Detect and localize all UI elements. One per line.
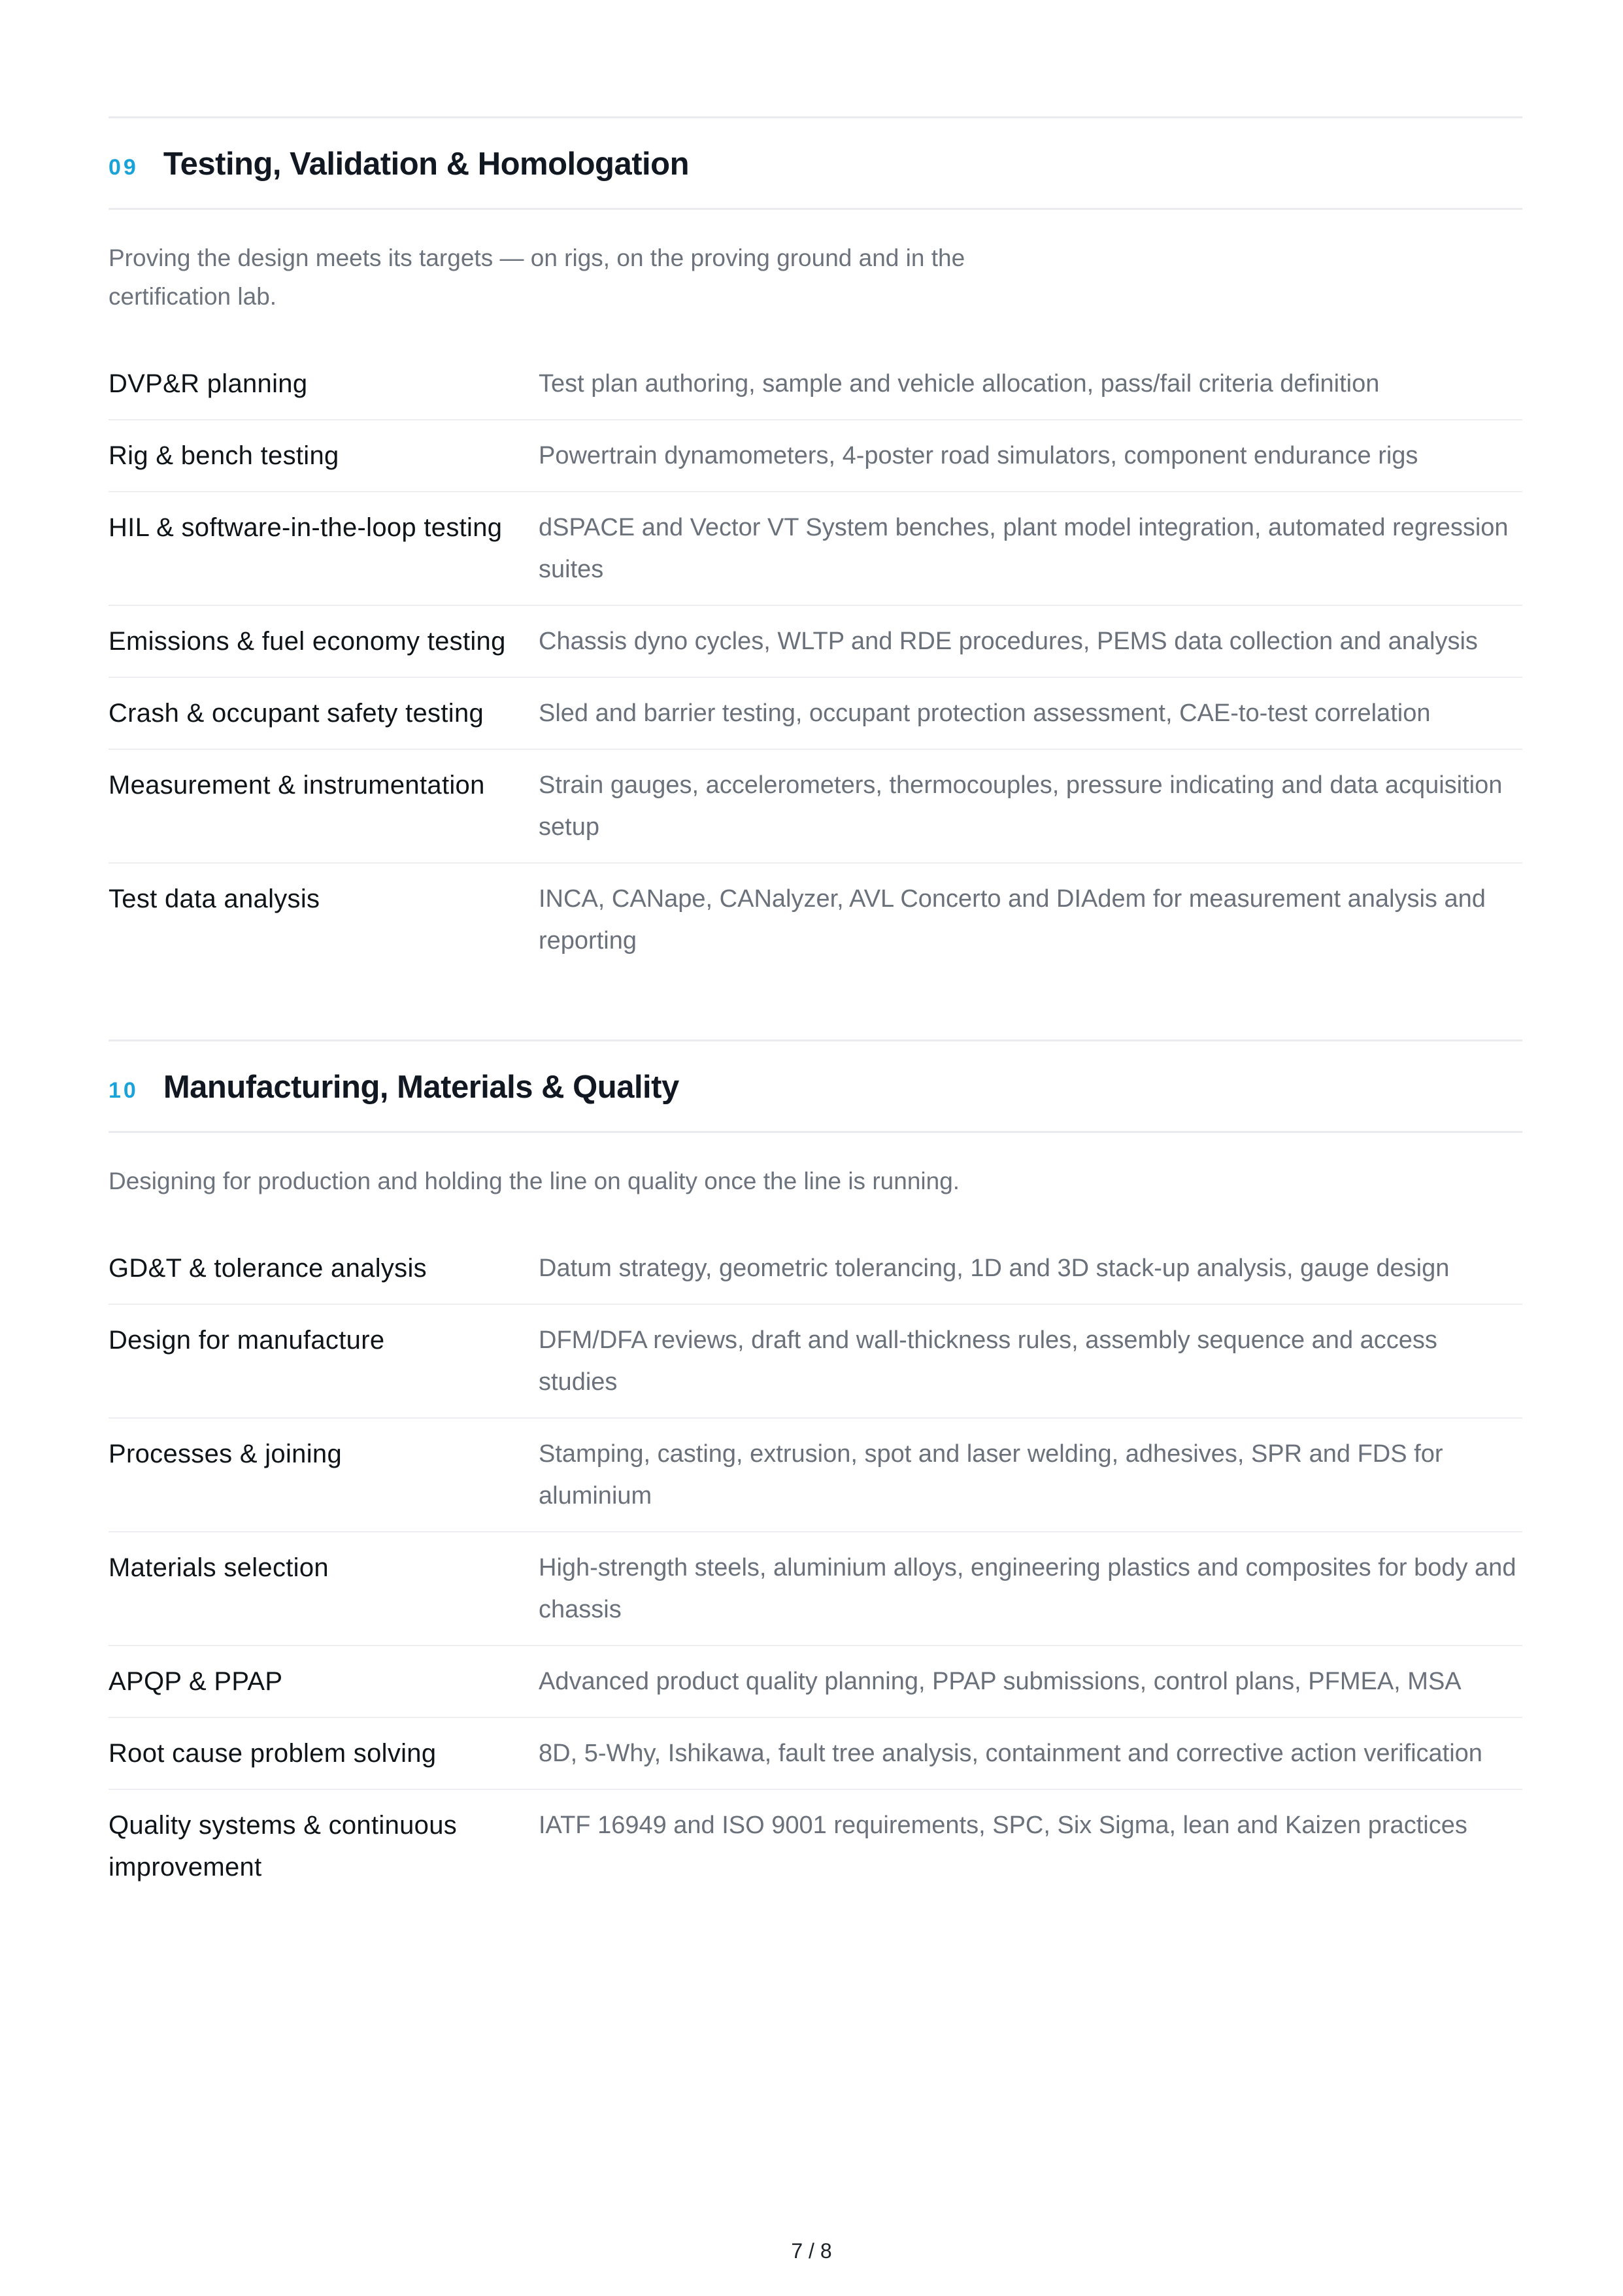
row-detail: dSPACE and Vector VT System benches, plant model integration, automated regression suites — [539, 514, 1509, 583]
table-row — [109, 1305, 1522, 1419]
row-label: Test data analysis — [109, 885, 320, 913]
row-label: Materials selection — [109, 1553, 329, 1582]
row-detail: Advanced product quality planning, PPAP submissions, control plans, PFMEA, MSA — [539, 1668, 1462, 1695]
table-row — [109, 1532, 1522, 1646]
section-header — [109, 118, 1522, 210]
skills-table — [109, 1233, 1522, 1902]
row-detail: DFM/DFA reviews, draft and wall-thickness rules, assembly sequence and access studies — [539, 1326, 1437, 1396]
table-row — [109, 1790, 1522, 1902]
section-testing-validation — [109, 116, 1522, 976]
section-number: 10 — [109, 1078, 139, 1103]
row-detail: Stamping, casting, extrusion, spot and laser welding, adhesives, SPR and FDS for aluminium — [539, 1440, 1443, 1510]
row-detail: Test plan authoring, sample and vehicle allocation, pass/fail criteria definition — [539, 370, 1380, 397]
table-row — [109, 750, 1522, 864]
row-detail: IATF 16949 and ISO 9001 requirements, SPC, Six Sigma, lean and Kaizen practices — [539, 1812, 1467, 1839]
table-row — [109, 1419, 1522, 1532]
row-label: Rig & bench testing — [109, 441, 339, 470]
row-label: Quality systems & continuous improvement — [109, 1811, 458, 1882]
skills-table — [109, 348, 1522, 976]
row-detail: Sled and barrier testing, occupant protection assessment, CAE-to-test correlation — [539, 700, 1431, 727]
table-row — [109, 678, 1522, 750]
table-row — [109, 1718, 1522, 1790]
row-label: DVP&R planning — [109, 369, 308, 398]
section-title: Testing, Validation & Homologation — [163, 146, 690, 182]
section-description: Designing for production and holding the line on quality once the line is running. — [109, 1168, 960, 1194]
row-label: Root cause problem solving — [109, 1739, 437, 1768]
section-description: Proving the design meets its targets — on rigs, on the proving ground and in the certification lab. — [109, 245, 965, 310]
row-label: Processes & joining — [109, 1440, 342, 1468]
row-label: Measurement & instrumentation — [109, 771, 485, 800]
section-title: Manufacturing, Materials & Quality — [163, 1070, 679, 1105]
row-label: Design for manufacture — [109, 1326, 385, 1355]
document-page — [109, 116, 1522, 1902]
row-detail: Powertrain dynamometers, 4-poster road simulators, component endurance rigs — [539, 442, 1418, 469]
table-row — [109, 492, 1522, 606]
row-label: HIL & software-in-the-loop testing — [109, 513, 503, 542]
row-detail: Strain gauges, accelerometers, thermocouples, pressure indicating and data acquisition setup — [539, 771, 1503, 841]
row-label: Crash & occupant safety testing — [109, 699, 484, 728]
section-manufacturing-quality — [109, 1039, 1522, 1902]
row-detail: 8D, 5-Why, Ishikawa, fault tree analysis, containment and corrective action verification — [539, 1740, 1482, 1767]
row-label: APQP & PPAP — [109, 1667, 283, 1696]
table-row — [109, 1646, 1522, 1718]
row-label: Emissions & fuel economy testing — [109, 627, 506, 656]
row-detail: Chassis dyno cycles, WLTP and RDE procedures, PEMS data collection and analysis — [539, 628, 1478, 655]
row-detail: High-strength steels, aluminium alloys, engineering plastics and composites for body and chassis — [539, 1554, 1516, 1623]
row-detail: Datum strategy, geometric tolerancing, 1D and 3D stack-up analysis, gauge design — [539, 1255, 1450, 1282]
table-row — [109, 348, 1522, 420]
table-row — [109, 606, 1522, 678]
page-number: 7 / 8 — [791, 2239, 832, 2263]
table-row — [109, 1233, 1522, 1305]
section-header — [109, 1041, 1522, 1133]
table-row — [109, 864, 1522, 976]
row-detail: INCA, CANape, CANalyzer, AVL Concerto and DIAdem for measurement analysis and reporting — [539, 885, 1486, 954]
table-row — [109, 420, 1522, 492]
section-number: 09 — [109, 155, 139, 180]
row-label: GD&T & tolerance analysis — [109, 1254, 427, 1283]
